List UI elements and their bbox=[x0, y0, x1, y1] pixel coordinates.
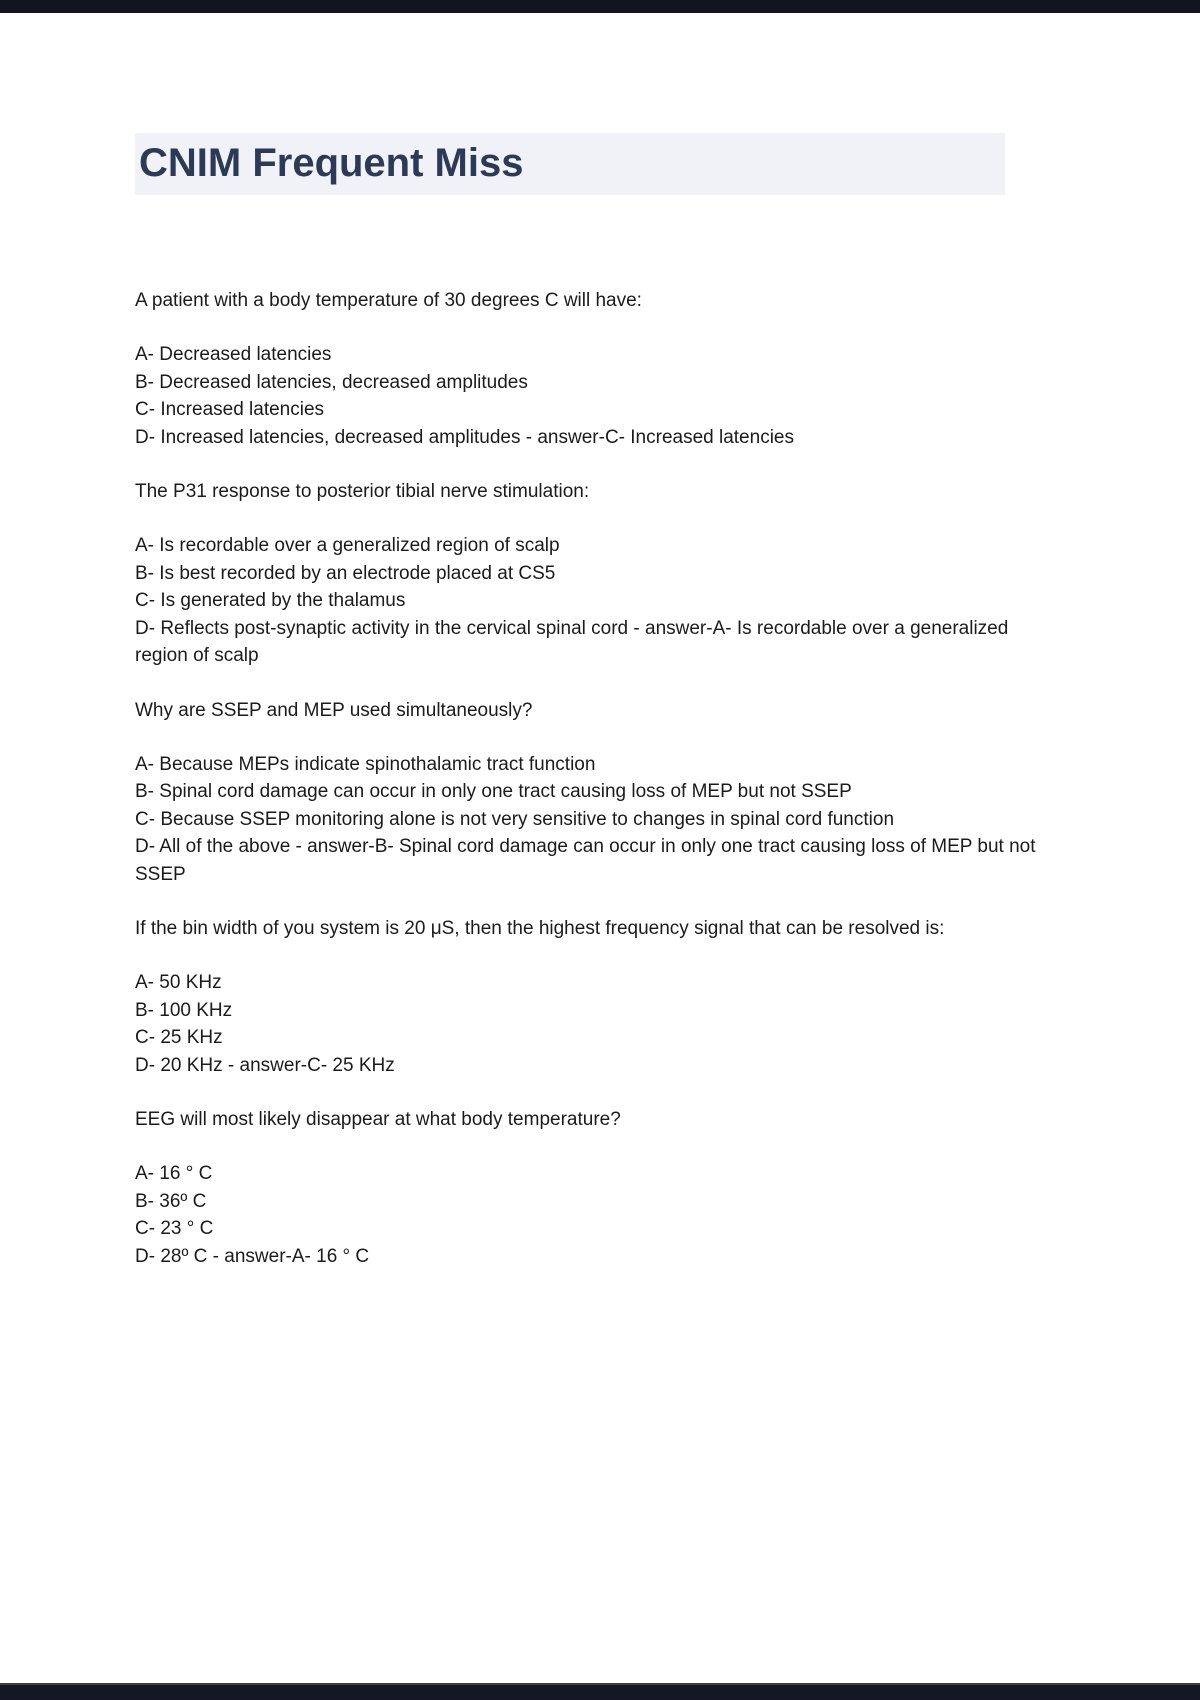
question-option: C- Is generated by the thalamus bbox=[135, 590, 406, 611]
question-block bbox=[135, 1106, 1065, 1270]
question-option: A- 50 KHz bbox=[135, 972, 222, 993]
question-option: D- 20 KHz - answer-C- 25 KHz bbox=[135, 1054, 395, 1076]
question-prompt: If the bin width of you system is 20 μS, then the highest frequency signal that can be resolved is: bbox=[135, 918, 945, 939]
question-prompt: EEG will most likely disappear at what body temperature? bbox=[135, 1109, 621, 1130]
page-title: CNIM Frequent Miss bbox=[135, 133, 1005, 195]
bottom-edge-bar bbox=[0, 1683, 1200, 1700]
question-option: A- 16 ° C bbox=[135, 1163, 213, 1184]
question-option: D- Reflects post-synaptic activity in the cervical spinal cord - answer-A- Is recordable over a generalized region of scalp bbox=[135, 617, 1009, 666]
question-option: C- 23 ° C bbox=[135, 1218, 214, 1239]
question-block bbox=[135, 697, 1065, 889]
question-option: B- 100 KHz bbox=[135, 999, 233, 1021]
question-options bbox=[135, 532, 1065, 670]
question-prompt: A patient with a body temperature of 30 degrees C will have: bbox=[135, 290, 642, 311]
question-option: C- 25 KHz bbox=[135, 1027, 223, 1048]
top-edge-bar bbox=[0, 0, 1200, 13]
question-options bbox=[135, 751, 1065, 889]
question-option: B- Is best recorded by an electrode placed at CS5 bbox=[135, 562, 556, 584]
question-option: D- Increased latencies, decreased amplitudes - answer-C- Increased latencies bbox=[135, 426, 794, 448]
question-prompt: Why are SSEP and MEP used simultaneously? bbox=[135, 699, 533, 721]
question-option: C- Because SSEP monitoring alone is not very sensitive to changes in spinal cord function bbox=[135, 808, 895, 830]
question-list bbox=[135, 287, 1065, 1270]
question-option: B- Spinal cord damage can occur in only one tract causing loss of MEP but not SSEP bbox=[135, 781, 852, 802]
question-option: C- Increased latencies bbox=[135, 399, 325, 420]
question-option: D- All of the above - answer-B- Spinal cord damage can occur in only one tract causing loss of MEP but not SSEP bbox=[135, 836, 1036, 885]
question-option: B- 36º C bbox=[135, 1190, 207, 1212]
question-option: A- Because MEPs indicate spinothalamic tract function bbox=[135, 753, 596, 775]
question-prompt: The P31 response to posterior tibial nerve stimulation: bbox=[135, 481, 590, 502]
question-block bbox=[135, 915, 1065, 1079]
question-block bbox=[135, 478, 1065, 670]
question-options bbox=[135, 1160, 1065, 1270]
question-option: A- Is recordable over a generalized region of scalp bbox=[135, 535, 560, 556]
document-page bbox=[0, 13, 1200, 1297]
question-options bbox=[135, 969, 1065, 1079]
question-option: D- 28º C - answer-A- 16 ° C bbox=[135, 1245, 370, 1267]
question-option: A- Decreased latencies bbox=[135, 344, 332, 365]
question-option: B- Decreased latencies, decreased amplitudes bbox=[135, 371, 528, 393]
question-options bbox=[135, 341, 1065, 451]
question-block bbox=[135, 287, 1065, 451]
